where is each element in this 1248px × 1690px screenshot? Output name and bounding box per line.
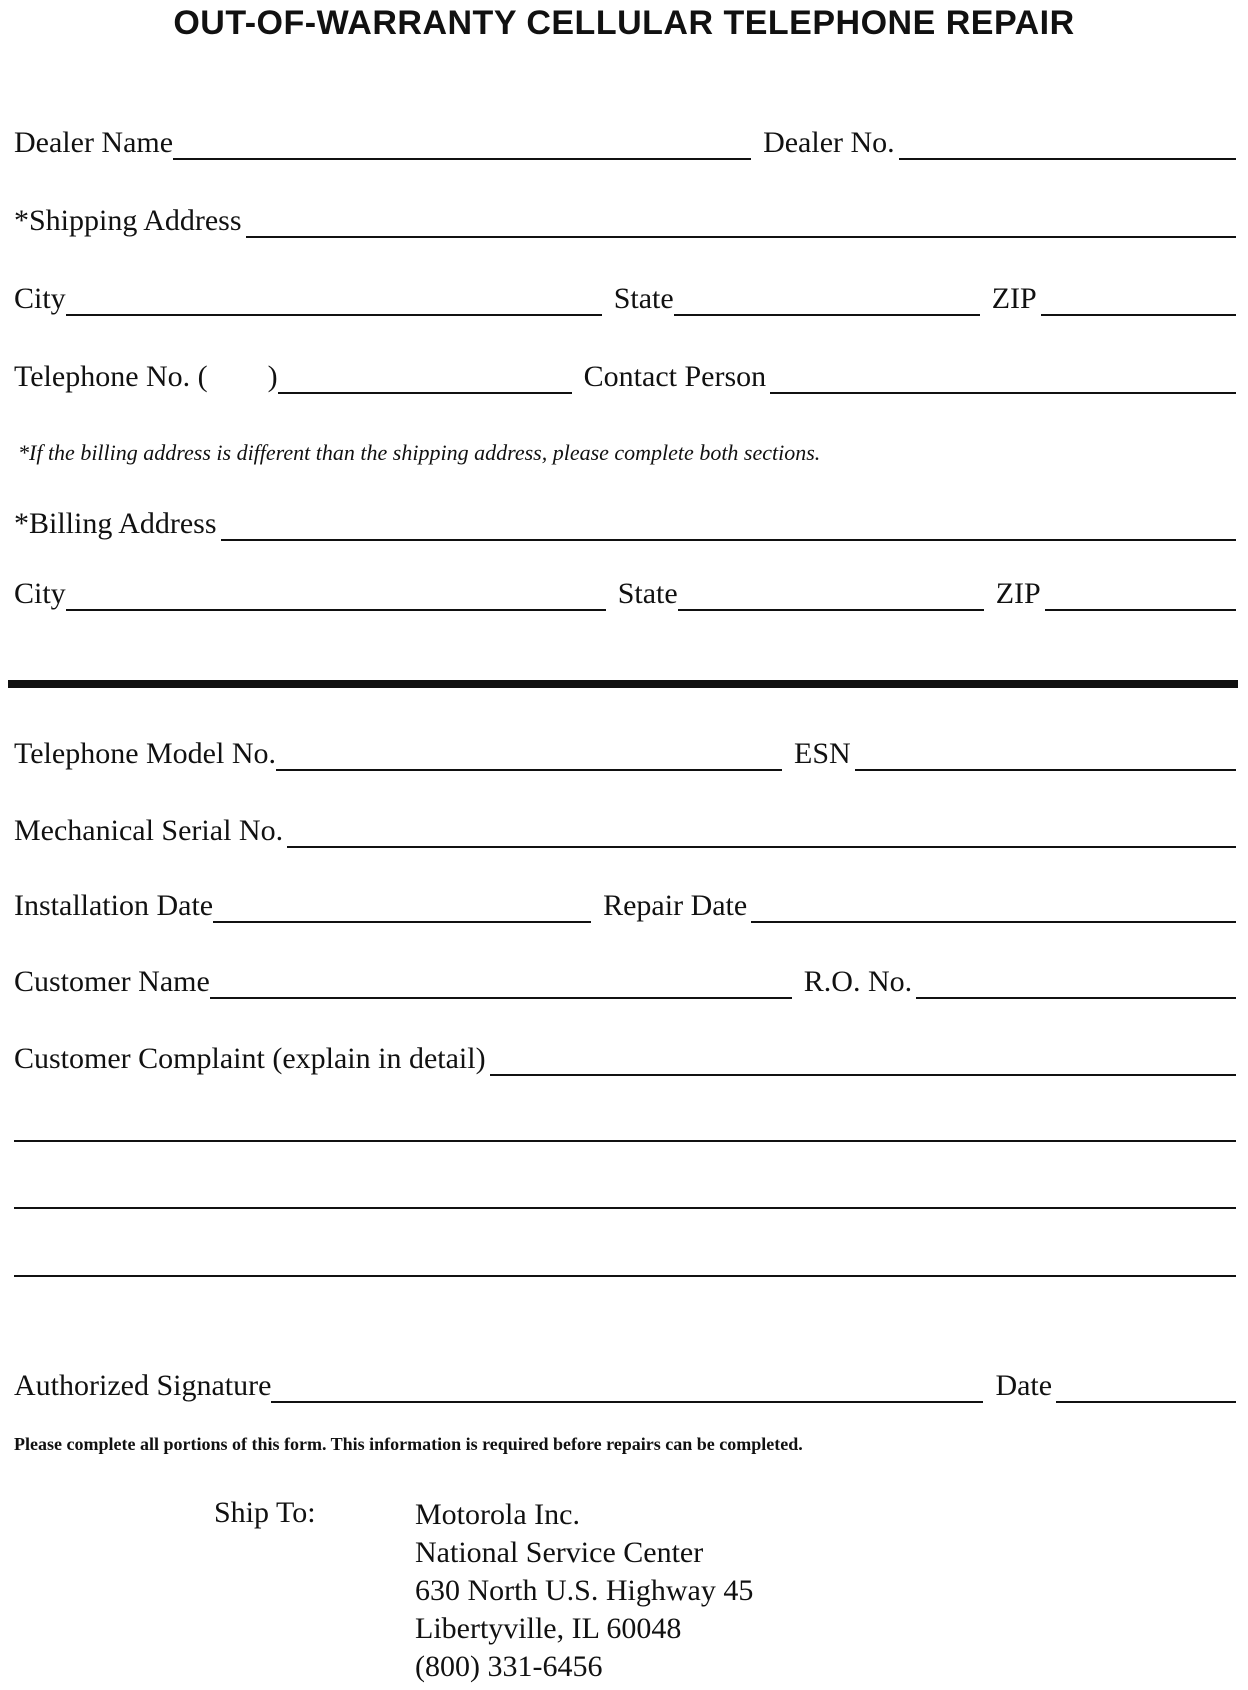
signature-date-field[interactable]	[1056, 1371, 1236, 1403]
address-line: (800) 331-6456	[415, 1650, 603, 1683]
ship-to-label: Ship To:	[214, 1496, 316, 1529]
billing-address-field[interactable]	[221, 509, 1236, 541]
serial-row	[14, 810, 1236, 850]
billing-city-row	[14, 573, 1236, 613]
billing-address-row	[14, 503, 1236, 543]
complaint-field[interactable]	[490, 1044, 1236, 1076]
shipping-address-row	[14, 200, 1236, 240]
signature-date-label: Date	[995, 1369, 1053, 1402]
billing-city-field[interactable]	[66, 579, 606, 611]
shipping-city-field[interactable]	[66, 284, 602, 316]
telephone-row	[14, 356, 1236, 396]
shipping-address-label: *Shipping Address	[14, 204, 242, 237]
model-number-field[interactable]	[276, 739, 782, 771]
shipping-city-label: City	[14, 282, 66, 315]
customer-row	[14, 961, 1236, 1001]
shipping-address-field[interactable]	[246, 206, 1236, 238]
dealer-name-field[interactable]	[173, 128, 751, 160]
telephone-label: Telephone No. ( )	[14, 360, 278, 393]
telephone-field[interactable]	[278, 362, 572, 394]
complaint-line-3[interactable]	[14, 1207, 1236, 1209]
complaint-line-2[interactable]	[14, 1140, 1236, 1142]
ro-number-label: R.O. No.	[803, 965, 913, 998]
billing-address-label: *Billing Address	[14, 507, 217, 540]
esn-field[interactable]	[855, 739, 1236, 771]
contact-person-label: Contact Person	[583, 360, 767, 393]
billing-city-label: City	[14, 577, 66, 610]
customer-name-field[interactable]	[210, 967, 792, 999]
billing-zip-label: ZIP	[995, 577, 1041, 610]
customer-name-label: Customer Name	[14, 965, 210, 998]
repair-date-field[interactable]	[751, 891, 1236, 923]
section-divider	[8, 680, 1238, 688]
shipping-state-label: State	[613, 282, 674, 315]
ro-number-field[interactable]	[916, 967, 1236, 999]
model-row	[14, 733, 1236, 773]
shipping-zip-label: ZIP	[991, 282, 1037, 315]
serial-number-label: Mechanical Serial No.	[14, 814, 284, 847]
dealer-row	[14, 122, 1236, 162]
billing-note: *If the billing address is different than the shipping address, please complete both sections.	[18, 440, 821, 465]
dates-row	[14, 885, 1236, 925]
complaint-label: Customer Complaint (explain in detail)	[14, 1042, 486, 1075]
shipping-state-field[interactable]	[674, 284, 980, 316]
completion-notice: Please complete all portions of this form. This information is required before repairs can be completed.	[14, 1434, 803, 1454]
signature-label: Authorized Signature	[14, 1369, 272, 1402]
address-line: 630 North U.S. Highway 45	[415, 1574, 754, 1607]
signature-field[interactable]	[271, 1371, 983, 1403]
dealer-number-field[interactable]	[899, 128, 1236, 160]
billing-state-label: State	[617, 577, 678, 610]
complaint-line-4[interactable]	[14, 1275, 1236, 1277]
serial-number-field[interactable]	[287, 816, 1236, 848]
contact-person-field[interactable]	[770, 362, 1236, 394]
dealer-name-label: Dealer Name	[14, 126, 174, 159]
billing-state-field[interactable]	[678, 579, 984, 611]
address-line: Motorola Inc.	[415, 1498, 580, 1531]
shipping-city-row	[14, 278, 1236, 318]
complaint-row	[14, 1038, 1236, 1078]
esn-label: ESN	[794, 737, 851, 770]
repair-date-label: Repair Date	[603, 889, 748, 922]
model-number-label: Telephone Model No.	[14, 737, 277, 770]
address-line: Libertyville, IL 60048	[415, 1612, 682, 1645]
shipping-zip-field[interactable]	[1041, 284, 1236, 316]
address-line: National Service Center	[415, 1536, 704, 1569]
installation-date-label: Installation Date	[14, 889, 214, 922]
dealer-number-label: Dealer No.	[763, 126, 895, 159]
billing-zip-field[interactable]	[1045, 579, 1236, 611]
installation-date-field[interactable]	[213, 891, 591, 923]
form-title: OUT-OF-WARRANTY CELLULAR TELEPHONE REPAIR	[173, 4, 1075, 42]
ship-to-address	[415, 1496, 753, 1686]
signature-row	[14, 1365, 1236, 1405]
